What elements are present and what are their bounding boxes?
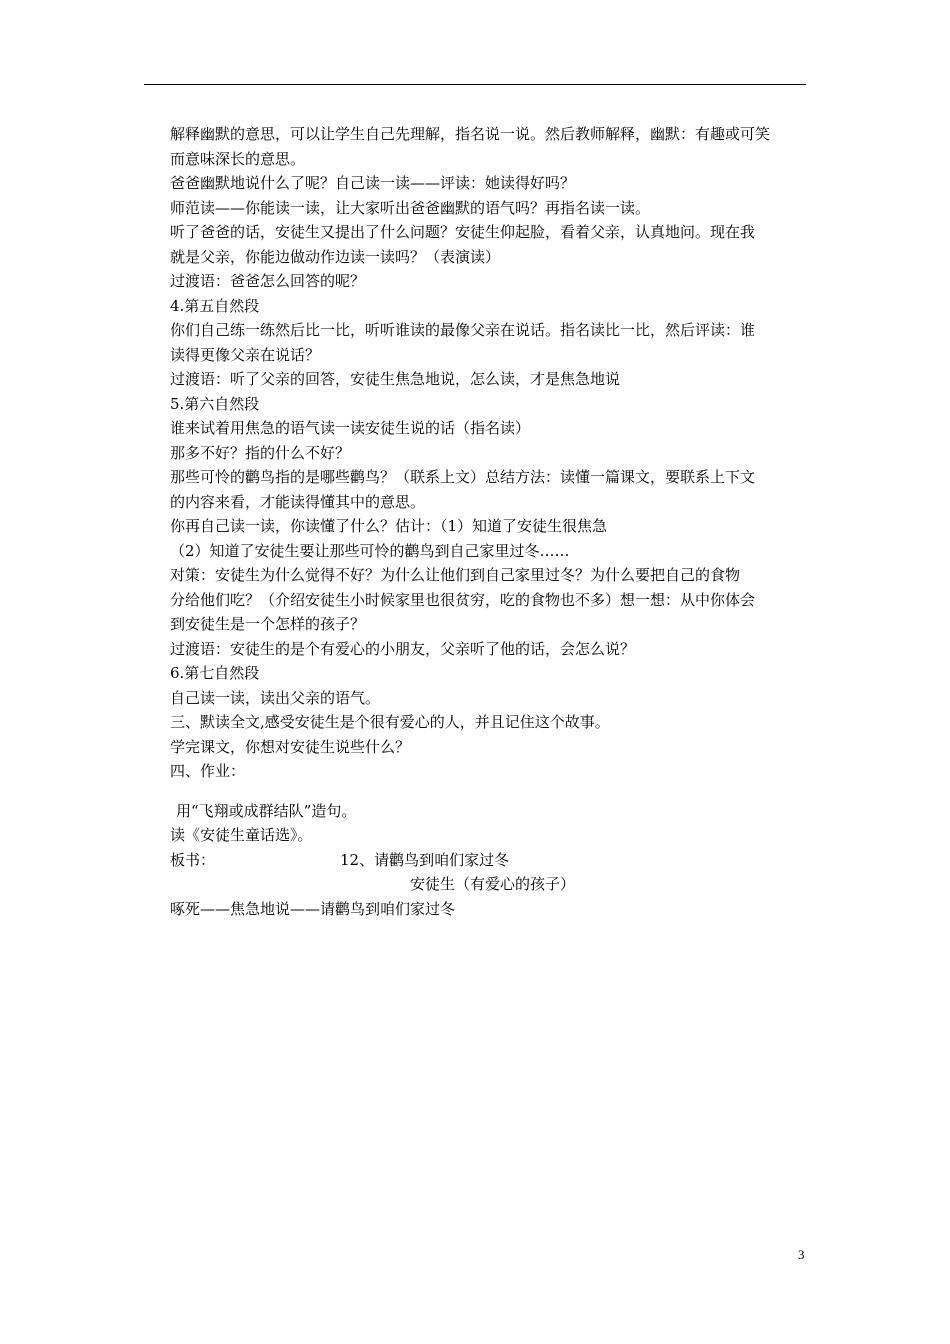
paragraph-line: 解释幽默的意思，可以让学生自己先理解，指名说一说。然后教师解释，幽默：有趣或可笑 <box>170 125 771 143</box>
paragraph-line: 师范读——你能读一读，让大家听出爸爸幽默的语气吗？再指名读一读。 <box>170 198 651 217</box>
document-body <box>170 122 810 921</box>
paragraph-line: 的内容来看，才能读得懂其中的意思。 <box>170 492 426 511</box>
paragraph-line: 那些可怜的鹳鸟指的是哪些鹳鸟？（联系上文）总结方法：读懂一篇课文，要联系上下文 <box>170 468 756 486</box>
board-subtitle-row <box>170 872 810 897</box>
board-label: 板书： <box>170 850 216 869</box>
paragraph-line: 学完课文，你想对安徒生说些什么？ <box>170 737 411 756</box>
paragraph-line: 你们自己练一练然后比一比，听听谁读的最像父亲在说话。指名读比一比，然后评读：谁 <box>170 321 756 339</box>
board-title-row <box>170 848 810 873</box>
page-number: 3 <box>798 1247 805 1262</box>
paragraph-line: 你再自己读一读，你读懂了什么？估计：（1）知道了安徒生很焦急 <box>170 517 608 535</box>
paragraph-line: 过渡语：爸爸怎么回答的呢？ <box>170 272 366 290</box>
paragraph-line: 那多不好？指的什么不好？ <box>170 443 351 462</box>
paragraph-line: 听了爸爸的话，安徒生又提出了什么问题？安徒生仰起脸，看着父亲，认真地问。现在我 <box>170 223 756 241</box>
homework-item: 用“飞翔或成群结队”造句。 <box>176 801 357 820</box>
section-heading: 5.第六自然段 <box>170 394 260 413</box>
header-rule <box>144 84 806 85</box>
blank-gap <box>170 784 810 799</box>
paragraph-line: 就是父亲，你能边做动作边读一读吗？（表演读） <box>170 247 501 266</box>
board-title: 12、请鹳鸟到咱们家过冬 <box>340 850 510 869</box>
paragraph-line: 三、默读全文,感受安徒生是个很有爱心的人，并且记住这个故事。 <box>170 713 610 731</box>
paragraph-line: 分给他们吃？（介绍安徒生小时候家里也很贫穷，吃的食物也不多）想一想：从中你体会 <box>170 590 756 609</box>
section-heading: 四、作业： <box>170 762 246 780</box>
paragraph-line: 读得更像父亲在说话？ <box>170 345 321 364</box>
paragraph-line: 到安徒生是一个怎样的孩子？ <box>170 615 366 633</box>
board-flow: 啄死——焦急地说——请鹳鸟到咱们家过冬 <box>170 899 456 918</box>
paragraph-line: 过渡语：安徒生的是个有爱心的小朋友，父亲听了他的话，会怎么说？ <box>170 639 636 658</box>
paragraph-line: 谁来试着用焦急的语气读一读安徒生说的话（指名读） <box>170 419 531 437</box>
paragraph-line: 爸爸幽默地说什么了呢？自己读一读——评读：她读得好吗？ <box>170 174 576 192</box>
paragraph-line: （2）知道了安徒生要让那些可怜的鹳鸟到自己家里过冬…… <box>170 541 570 560</box>
section-heading: 6.第七自然段 <box>170 664 260 682</box>
board-subtitle: 安徒生（有爱心的孩子） <box>410 875 576 893</box>
paragraph-line: 对策：安徒生为什么觉得不好？为什么让他们到自己家里过冬？为什么要把自己的食物 <box>170 566 741 584</box>
paragraph-line: 而意味深长的意思。 <box>170 149 306 168</box>
paragraph-line: 过渡语：听了父亲的回答，安徒生焦急地说，怎么读，才是焦急地说 <box>170 370 621 388</box>
paragraph-line: 自己读一读，读出父亲的语气。 <box>170 688 381 707</box>
section-heading: 4.第五自然段 <box>170 296 260 315</box>
homework-item: 读《安徒生童话选》。 <box>170 826 313 844</box>
